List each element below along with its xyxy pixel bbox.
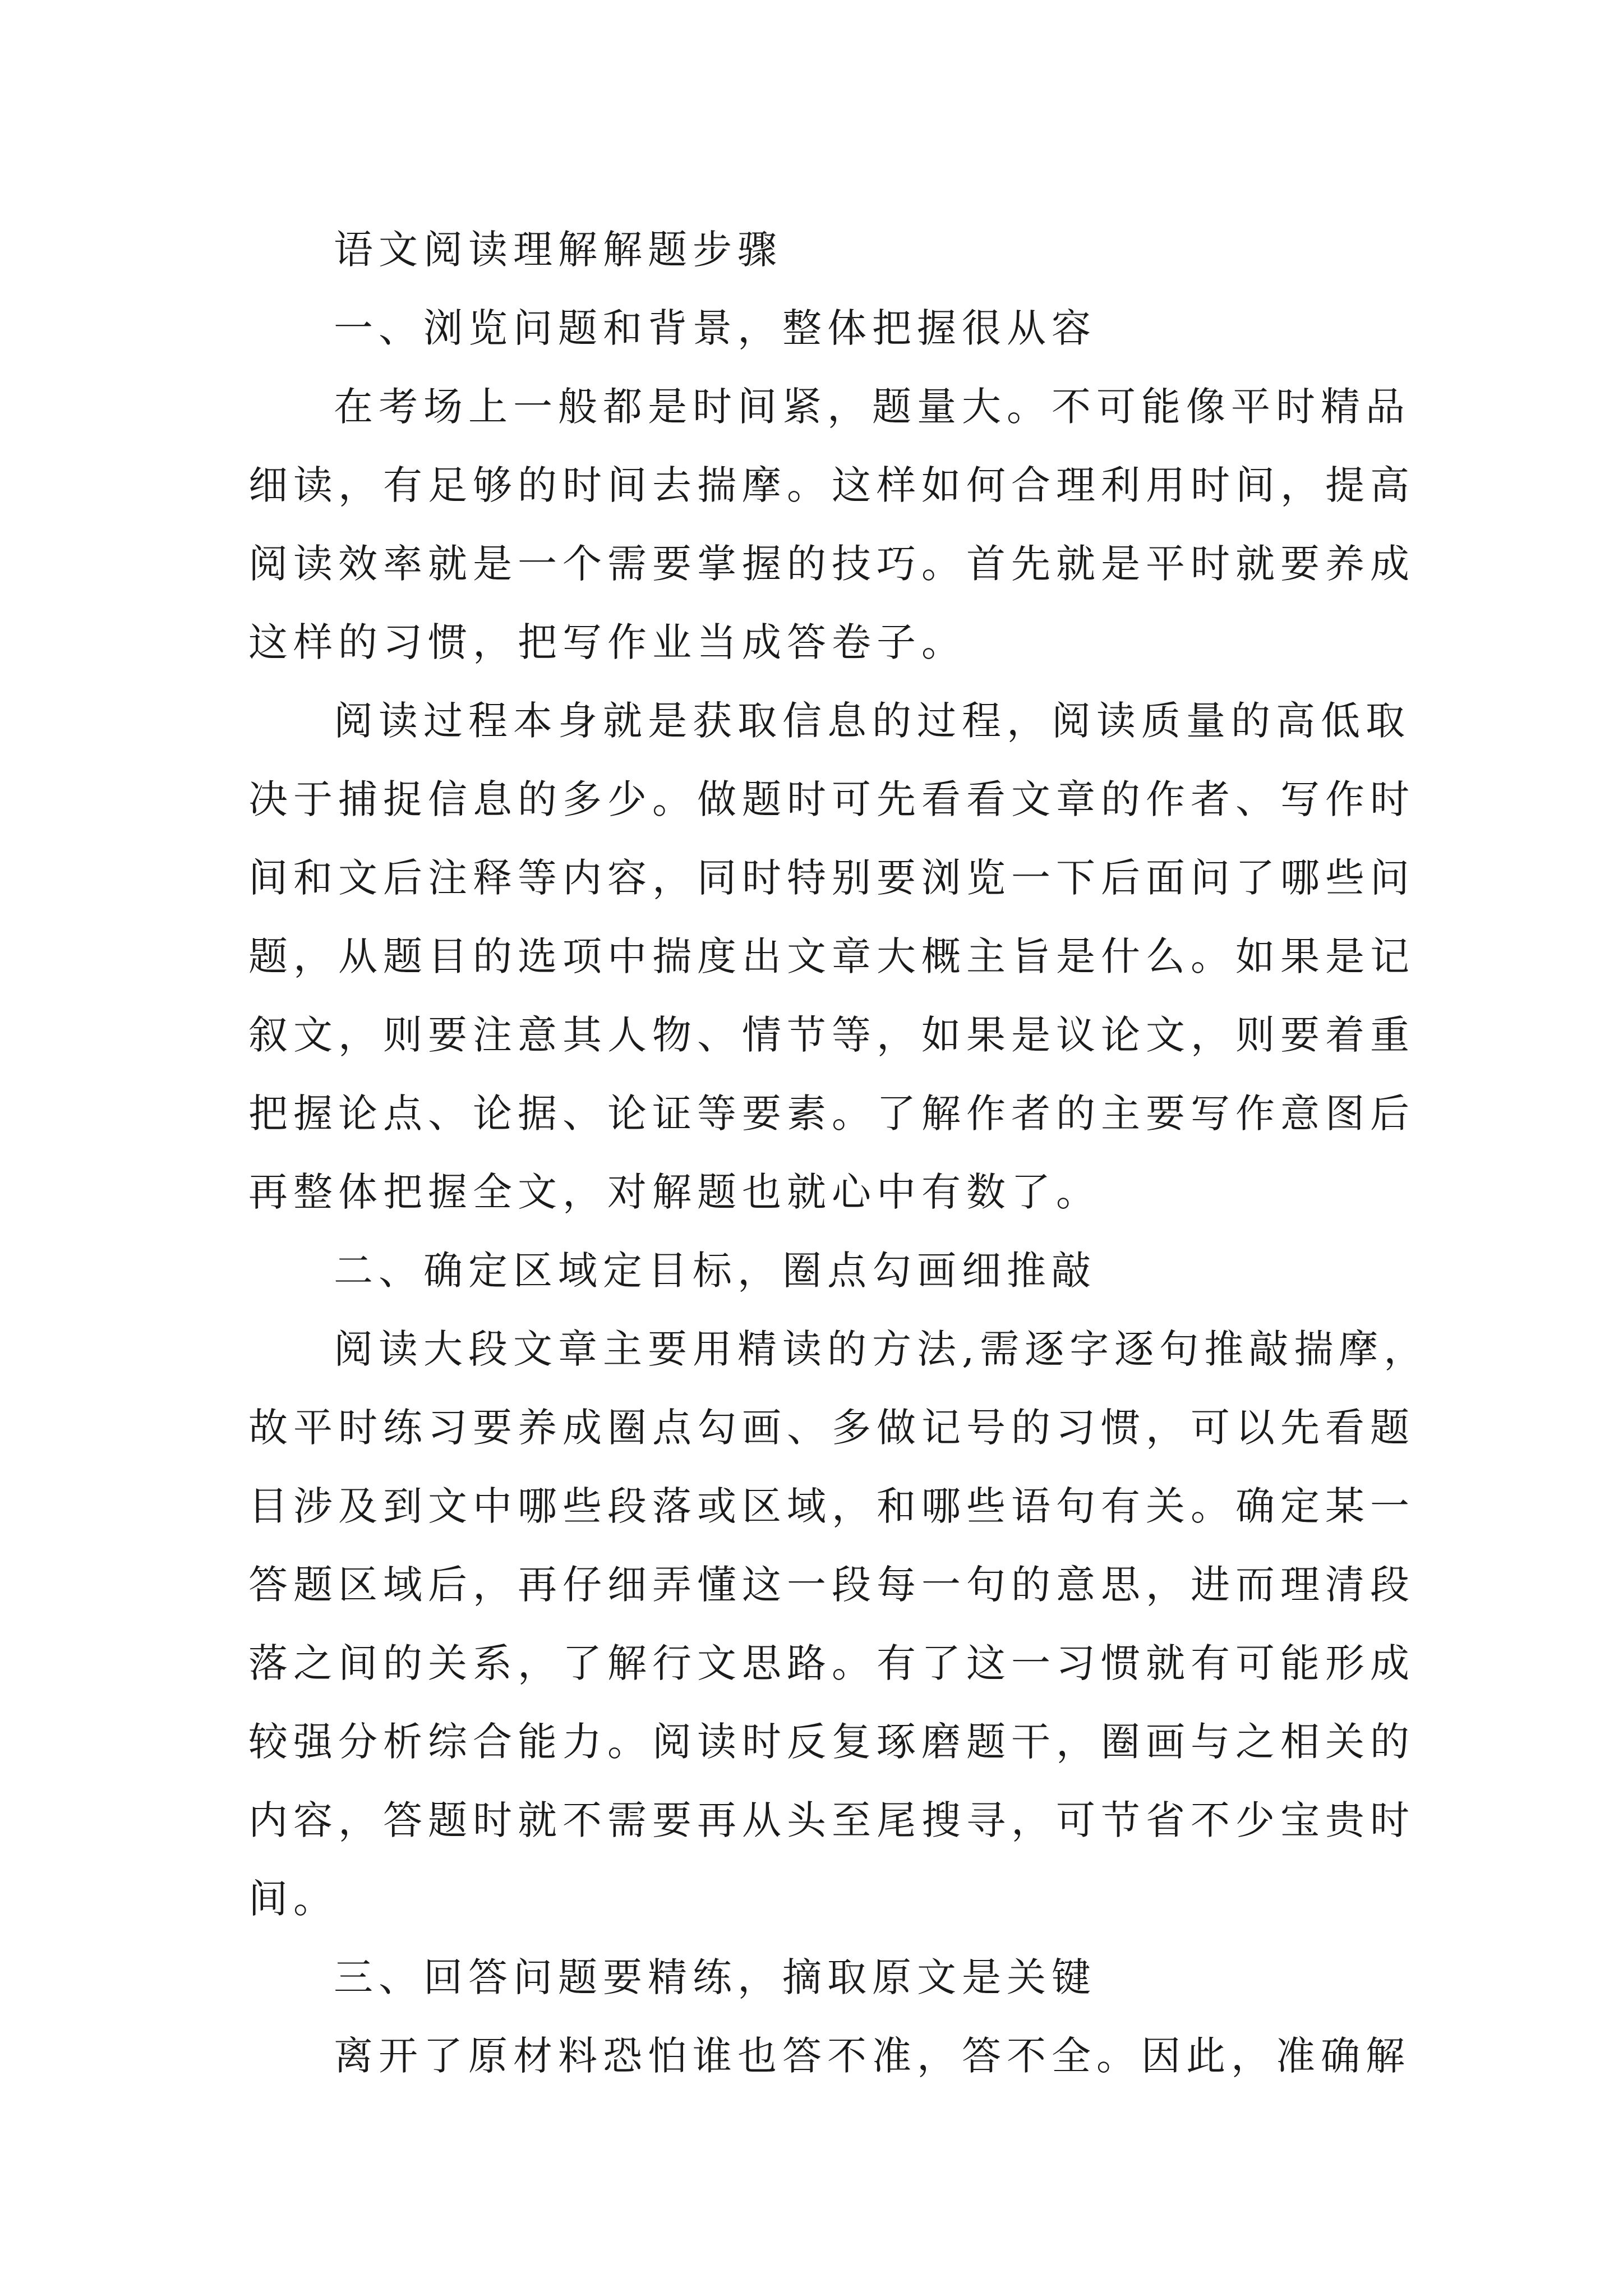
paragraph-line: 答题区域后，再仔细弄懂这一段每一句的意思，进而理清段 bbox=[248, 1562, 1415, 1608]
paragraph-line: 阅读过程本身就是获取信息的过程，阅读质量的高低取 bbox=[334, 698, 1410, 744]
paragraph-line: 阅读效率就是一个需要掌握的技巧。首先就是平时就要养成 bbox=[248, 541, 1415, 587]
paragraph-line: 这样的习惯，把写作业当成答卷子。 bbox=[248, 619, 966, 665]
paragraph-line: 阅读大段文章主要用精读的方法,需逐字逐句推敲揣摩， bbox=[334, 1326, 1429, 1372]
section-heading-2: 二、确定区域定目标，圈点勾画细推敲 bbox=[334, 1248, 1096, 1294]
section-heading-3: 三、回答问题要精练，摘取原文是关键 bbox=[334, 1954, 1096, 2000]
document-title: 语文阅读理解解题步骤 bbox=[334, 227, 782, 273]
paragraph-line: 叙文，则要注意其人物、情节等，如果是议论文，则要着重 bbox=[248, 1012, 1415, 1058]
paragraph-line: 题，从题目的选项中揣度出文章大概主旨是什么。如果是记 bbox=[248, 933, 1415, 979]
paragraph-line: 目涉及到文中哪些段落或区域，和哪些语句有关。确定某一 bbox=[248, 1483, 1415, 1529]
paragraph-line: 落之间的关系，了解行文思路。有了这一习惯就有可能形成 bbox=[248, 1640, 1415, 1686]
paragraph-line: 把握论点、论据、论证等要素。了解作者的主要写作意图后 bbox=[248, 1091, 1415, 1137]
paragraph-line: 故平时练习要养成圈点勾画、多做记号的习惯，可以先看题 bbox=[248, 1405, 1415, 1451]
paragraph-line: 在考场上一般都是时间紧，题量大。不可能像平时精品 bbox=[334, 384, 1410, 430]
paragraph-line: 间和文后注释等内容，同时特别要浏览一下后面问了哪些问 bbox=[248, 855, 1415, 901]
paragraph-line: 细读，有足够的时间去揣摩。这样如何合理利用时间，提高 bbox=[248, 462, 1415, 508]
paragraph-line: 内容，答题时就不需要再从头至尾搜寻，可节省不少宝贵时 bbox=[248, 1797, 1415, 1843]
document-body bbox=[248, 210, 1429, 2095]
section-heading-1: 一、浏览问题和背景，整体把握很从容 bbox=[334, 305, 1096, 351]
paragraph-line: 再整体把握全文，对解题也就心中有数了。 bbox=[248, 1169, 1101, 1215]
paragraph-line: 间。 bbox=[248, 1876, 338, 1922]
paragraph-line: 较强分析综合能力。阅读时反复琢磨题干，圈画与之相关的 bbox=[248, 1719, 1415, 1765]
paragraph-line: 离开了原材料恐怕谁也答不准，答不全。因此，准确解 bbox=[334, 2033, 1410, 2079]
paragraph-line: 决于捕捉信息的多少。做题时可先看看文章的作者、写作时 bbox=[248, 776, 1415, 822]
